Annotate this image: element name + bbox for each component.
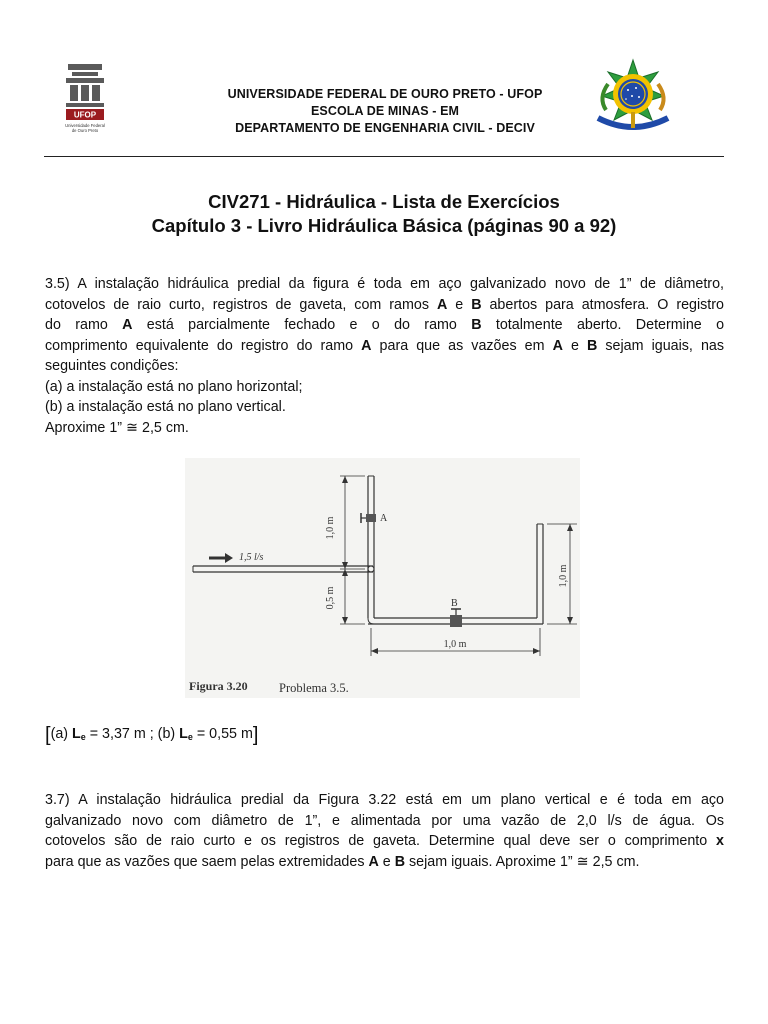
figure-caption-text: Problema 3.5. (279, 681, 349, 695)
p37-line-2: galvanizado novo com diâmetro de 1”, e alimentada por uma vazão de 2,0 l/s de água. Os (45, 812, 724, 829)
p37-line-3: cotovelos são de raio curto e os registros de gaveta. Determine qual deve ser o comprimento x (45, 833, 724, 849)
p35-line-4: comprimento equivalente do registro do ramo A para que as vazões em A e B sejam iguais, nas (45, 337, 725, 354)
flow-label: 1,5 l/s (239, 552, 264, 563)
svg-text:de Ouro Preto: de Ouro Preto (71, 128, 99, 133)
dim-bottom: 1,0 m (443, 639, 467, 650)
figure-3-20 (185, 458, 580, 698)
answer-3-5: [(a) $L_e = 3,37$ m ; (b) $L_e = 0,55$ m] (45, 724, 259, 746)
p35-line-1: 3.5) A instalação hidráulica predial da figura é toda em aço galvanizado novo de 1” de diâmetro, (45, 276, 724, 292)
figure-background (185, 458, 580, 698)
svg-text:Universidade Federal: Universidade Federal (65, 123, 105, 128)
figure-caption-number: Figura 3.20 (189, 679, 248, 693)
header-school: ESCOLA DE MINAS - EM (310, 104, 460, 118)
label-a: A (380, 513, 388, 524)
document-title (44, 190, 724, 238)
p35-line-5: seguintes condições: (45, 358, 179, 374)
institution-header (160, 86, 610, 137)
p37-line-4: para que as vazões que saem pelas extremidades A e B sejam iguais. Aproxime 1” ≅ 2,5 cm. (45, 853, 640, 870)
header-divider (44, 156, 724, 157)
p35-item-a: (a) a instalação está no plano horizontal; (45, 378, 303, 395)
p35-approx: Aproxime 1” ≅ 2,5 cm. (45, 419, 189, 436)
svg-text:UFOP: UFOP (73, 110, 97, 120)
p35-item-b: (b) a instalação está no plano vertical. (45, 399, 286, 415)
p35-line-2: cotovelos de raio curto, registros de gaveta, com ramos A e B abertos para atmosfera. O registro (45, 296, 724, 313)
header-department: DEPARTAMENTO DE ENGENHARIA CIVIL - DECIV (235, 121, 535, 135)
p37-line-1: 3.7) A instalação hidráulica predial da Figura 3.22 está em um plano vertical e é toda em aço (45, 792, 724, 808)
dim-left-bottom: 0,5 m (325, 586, 336, 610)
title-line-2: Capítulo 3 - Livro Hidráulica Básica (páginas 90 a 92) (151, 215, 617, 236)
problem-3-7 (45, 790, 724, 872)
dim-left-top: 1,0 m (325, 516, 336, 540)
title-line-1: CIV271 - Hidráulica - Lista de Exercícios (208, 191, 560, 212)
header-university: UNIVERSIDADE FEDERAL DE OURO PRETO - UFOP (227, 87, 543, 101)
label-b: B (451, 598, 458, 609)
ufop-logo (60, 60, 110, 144)
p35-line-3: do ramo A está parcialmente fechado e o do ramo B totalmente aberto. Determine o (45, 317, 725, 333)
dim-right: 1,0 m (558, 564, 569, 588)
problem-3-5 (45, 274, 724, 438)
